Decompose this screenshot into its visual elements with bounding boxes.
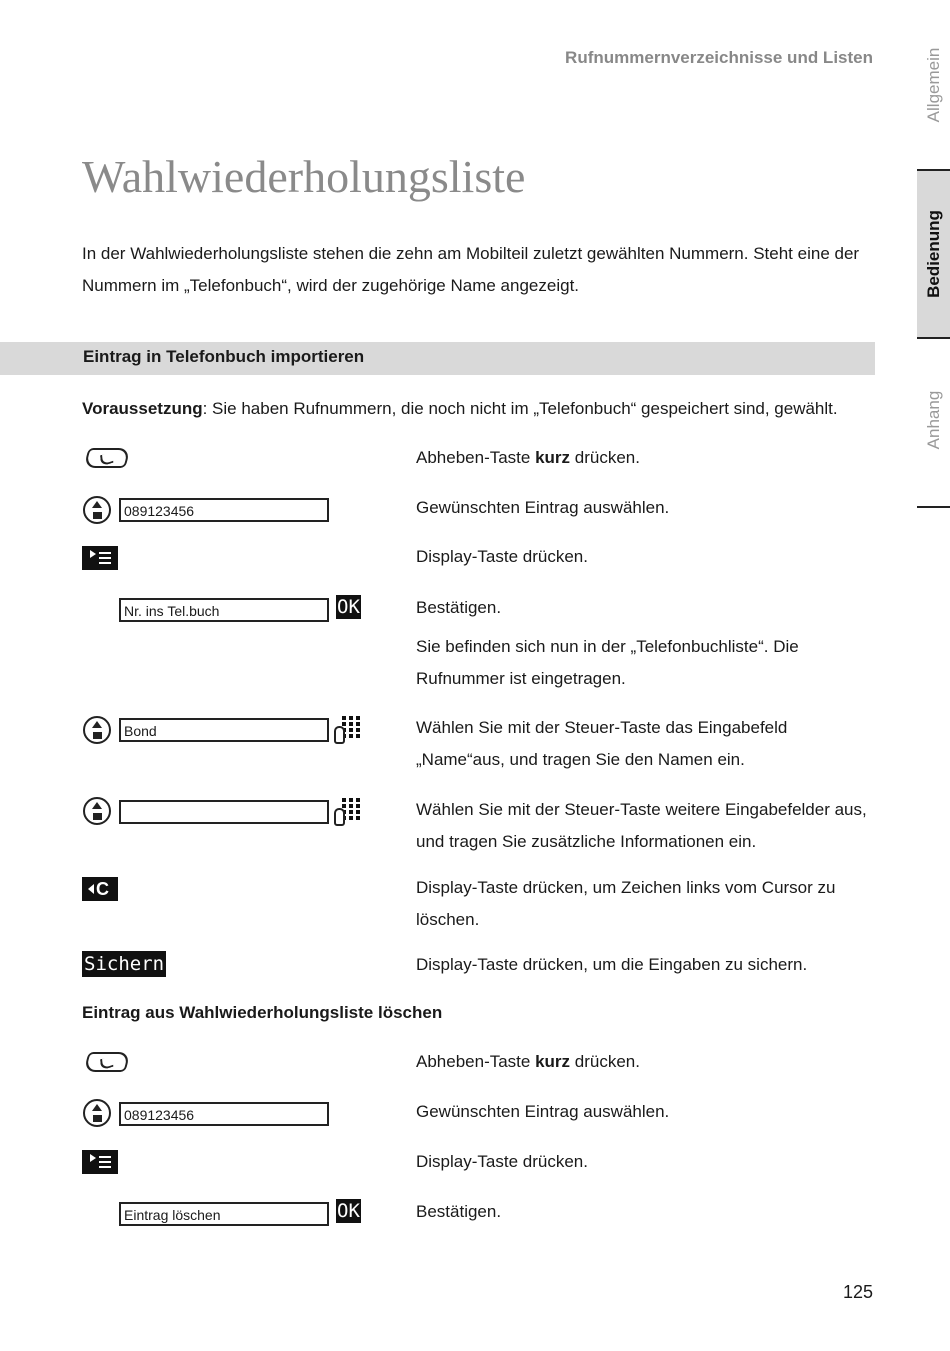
step-text: Abheben-Taste xyxy=(416,1052,536,1071)
control-key-icon xyxy=(83,716,111,744)
side-tab-anhang[interactable] xyxy=(917,375,950,465)
phone-key-icon xyxy=(83,1052,130,1072)
side-tab-label: Anhang xyxy=(923,390,943,450)
step-description: Bestätigen. xyxy=(416,1202,502,1221)
menu-key-icon xyxy=(82,1150,118,1174)
control-key-icon xyxy=(83,496,111,524)
intro-paragraph: In der Wahlwiederholungsliste stehen die zehn am Mobilteil zuletzt gewählten Nummern. Steht eine der Nummern im „Telefonbuch“, wird der zugehörige Name angezeigt. xyxy=(82,244,860,295)
section-title: Eintrag in Telefonbuch importieren xyxy=(83,347,365,366)
running-header: Rufnummernverzeichnisse und Listen xyxy=(565,48,873,67)
clear-key-icon xyxy=(82,877,118,901)
phone-key-icon xyxy=(83,448,130,468)
side-tab-label: Allgemein xyxy=(923,47,943,123)
step-text-emphasis: kurz xyxy=(535,448,571,467)
step-text: drücken. xyxy=(570,448,640,467)
step-text-emphasis: kurz xyxy=(535,1052,571,1071)
step-note: Sie befinden sich nun in der „Telefonbuchliste“. Die Rufnummer ist eingetragen. xyxy=(416,637,799,688)
ok-key-icon: OK xyxy=(337,1200,360,1222)
page-number: 125 xyxy=(842,1282,873,1302)
step-description xyxy=(416,442,876,474)
side-tab-label: Bedienung xyxy=(923,210,943,298)
display-field: Eintrag löschen xyxy=(119,1202,329,1226)
sub-heading: Eintrag aus Wahlwiederholungsliste löschen xyxy=(82,1003,443,1022)
step-description: Display-Taste drücken. xyxy=(416,547,588,566)
display-field: 089123456 xyxy=(119,498,329,522)
keypad-icon xyxy=(334,716,360,746)
finger-icon xyxy=(334,726,345,744)
display-field: Nr. ins Tel.buch xyxy=(119,598,329,622)
prerequisite xyxy=(82,399,838,419)
menu-lines-icon xyxy=(99,1156,111,1169)
side-tab-divider xyxy=(917,506,950,508)
finger-icon xyxy=(334,808,345,826)
side-tab-allgemein[interactable] xyxy=(917,35,950,135)
side-tab-bedienung[interactable] xyxy=(917,169,950,339)
display-field: Bond xyxy=(119,718,329,742)
step-description: Gewünschten Eintrag auswählen. xyxy=(416,498,670,517)
step-description: Bestätigen. xyxy=(416,598,502,617)
step-text: Abheben-Taste xyxy=(416,448,536,467)
step-text: drücken. xyxy=(570,1052,640,1071)
display-field xyxy=(119,800,329,824)
save-key: Sichern xyxy=(84,953,165,975)
control-key-icon xyxy=(83,1099,111,1127)
keypad-icon xyxy=(334,798,360,828)
clear-key-label: C xyxy=(96,879,109,899)
menu-key-icon xyxy=(82,546,118,570)
step-description: Gewünschten Eintrag auswählen. xyxy=(416,1102,670,1121)
prerequisite-text: : Sie haben Rufnummern, die noch nicht im „Telefonbuch“ gespeichert sind, gewählt. xyxy=(202,399,838,418)
step-description: Display-Taste drücken. xyxy=(416,1152,588,1171)
section-heading-bar xyxy=(0,342,875,375)
menu-lines-icon xyxy=(99,552,111,565)
step-description: Wählen Sie mit der Steuer-Taste das Eingabefeld „Name“aus, und tragen Sie den Namen ein. xyxy=(416,718,788,769)
step-description: Wählen Sie mit der Steuer-Taste weitere Eingabefelder aus, und tragen Sie zusätzliche Informationen ein. xyxy=(416,800,867,851)
display-field: 089123456 xyxy=(119,1102,329,1126)
ok-key-icon: OK xyxy=(337,596,360,618)
step-description: Display-Taste drücken, um Zeichen links vom Cursor zu löschen. xyxy=(416,878,836,929)
page-title: Wahlwiederholungsliste xyxy=(82,151,526,202)
step-description: Display-Taste drücken, um die Eingaben zu sichern. xyxy=(416,955,808,974)
step-description xyxy=(416,1046,876,1078)
control-key-icon xyxy=(83,797,111,825)
prerequisite-label: Voraussetzung xyxy=(82,399,203,418)
